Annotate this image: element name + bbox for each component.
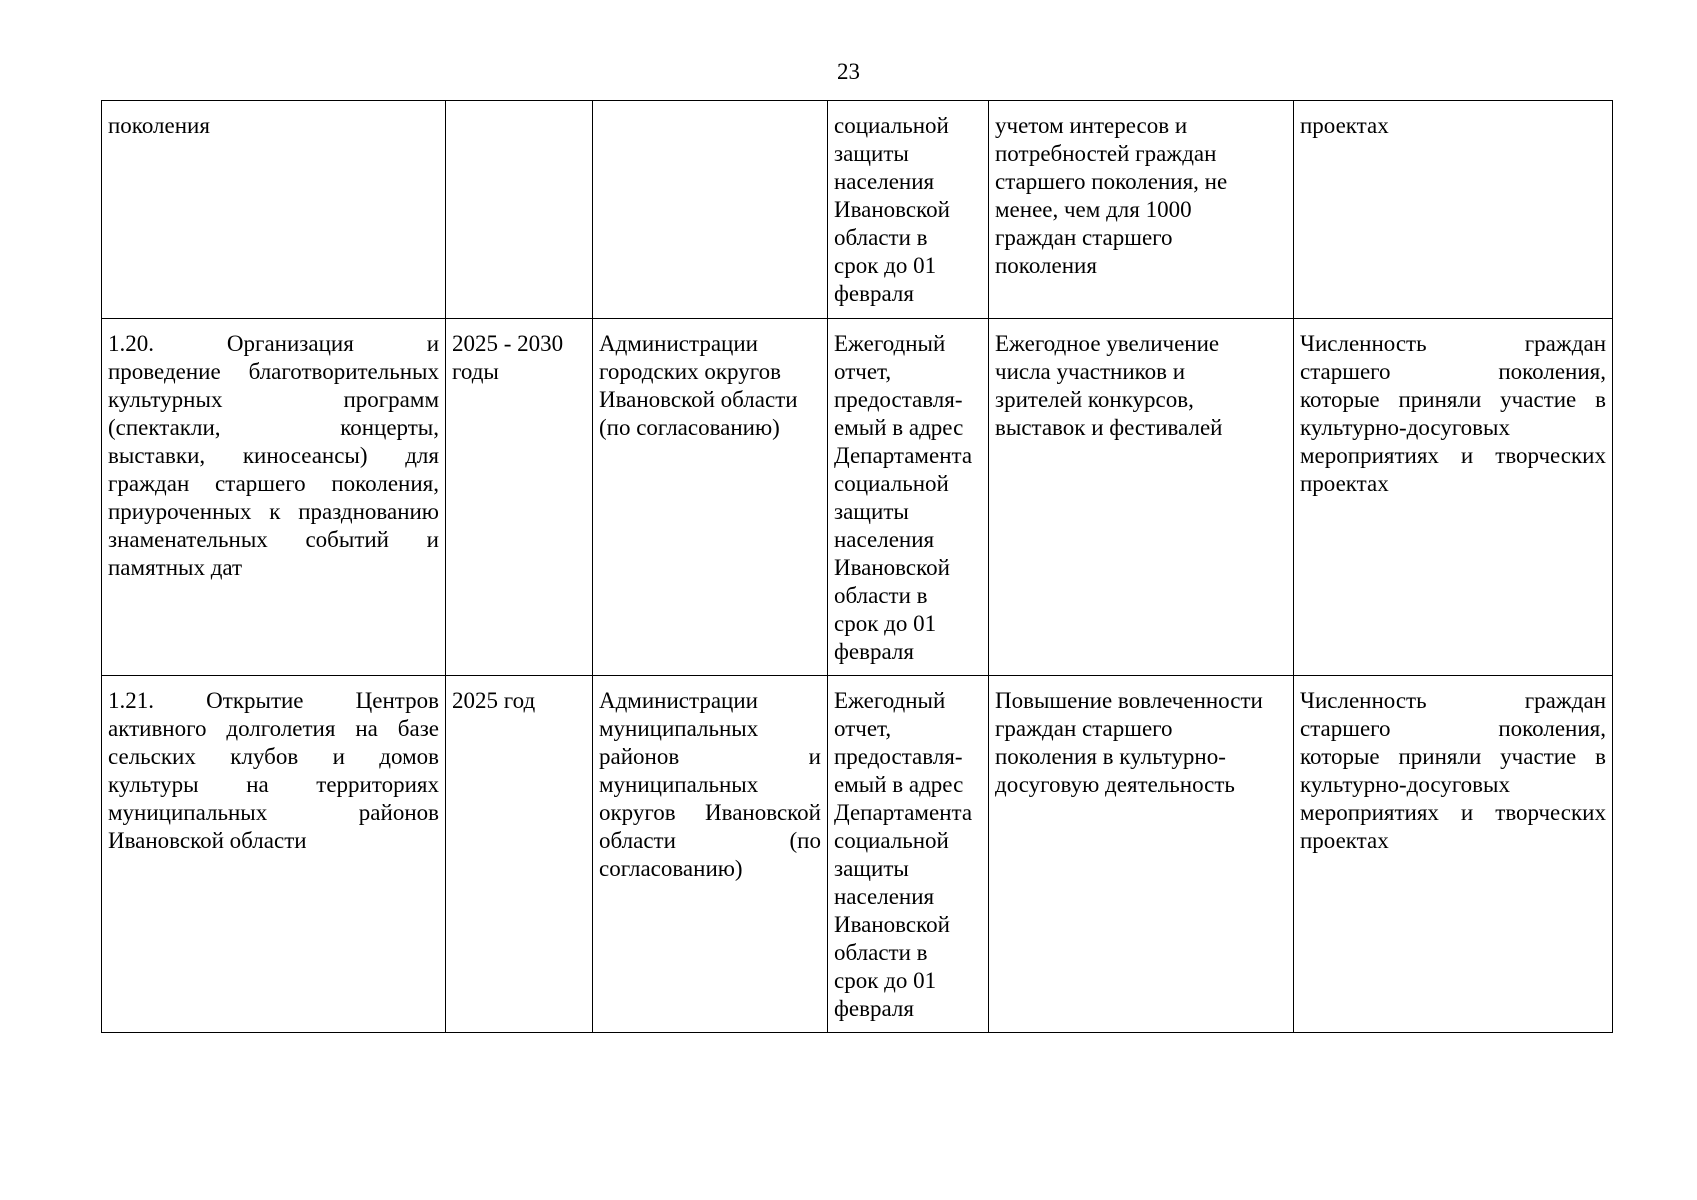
event-cell	[102, 676, 446, 1033]
table-row	[102, 319, 1613, 676]
cell-text-line: досуговую деятельность	[995, 772, 1235, 797]
cell-text-line: округов Ивановской	[599, 800, 821, 825]
cell-text-line: населения	[834, 527, 935, 552]
cell-text-line: культуры на территориях	[108, 772, 439, 797]
cell-text-line: области в	[834, 225, 928, 250]
cell-text-line: Администрации	[599, 688, 758, 713]
indicator-cell	[1294, 676, 1613, 1033]
executors-cell	[593, 676, 828, 1033]
event-cell	[102, 319, 446, 676]
cell-text-line: поколения в культурно-	[995, 744, 1226, 769]
control-form-cell	[828, 676, 989, 1033]
cell-text-line: мероприятиях и творческих	[1300, 443, 1606, 468]
page-number: 23	[837, 59, 860, 84]
cell-text-line: защиты	[834, 499, 909, 524]
cell-text-line: поколения	[995, 253, 1097, 278]
cell-text-line: старшего поколения, не	[995, 169, 1228, 194]
cell-text-line: Департамента	[834, 443, 973, 468]
cell-text-line: муниципальных	[599, 772, 759, 797]
cell-text-line: проведение благотворительных	[108, 359, 439, 384]
cell-text-line: Повышение вовлеченности	[995, 688, 1263, 713]
cell-text-line: культурно-досуговых	[1300, 772, 1510, 797]
cell-text-line: 2025 год	[452, 688, 536, 713]
cell-text-line: емый в адрес	[834, 415, 964, 440]
cell-text-line: 1.21. Открытие Центров	[108, 688, 439, 713]
cell-text-line: населения	[834, 884, 935, 909]
cell-text-line: знаменательных событий и	[108, 527, 439, 552]
executors-cell	[593, 319, 828, 676]
cell-text-line: проектах	[1300, 828, 1389, 853]
indicator-cell	[1294, 319, 1613, 676]
cell-text-line: муниципальных районов	[108, 800, 439, 825]
cell-text-line: мероприятиях и творческих	[1300, 800, 1606, 825]
table-body	[102, 101, 1613, 1033]
indicator-cell	[1294, 101, 1613, 319]
cell-text-line: Администрации	[599, 331, 758, 356]
cell-text-line: 2025 - 2030	[452, 331, 564, 356]
cell-text-line: защиты	[834, 856, 909, 881]
cell-text-line: активного долголетия на базе	[108, 716, 439, 741]
cell-text-line: которые приняли участие в	[1300, 387, 1606, 412]
cell-text-line: Ежегодный	[834, 331, 946, 356]
cell-text-line: февраля	[834, 639, 914, 664]
cell-text-line: Департамента	[834, 800, 973, 825]
cell-text-line: (по согласованию)	[599, 415, 780, 440]
cell-text-line: социальной	[834, 113, 949, 138]
cell-text-line: Ежегодное увеличение	[995, 331, 1220, 356]
activities-table	[101, 100, 1613, 1033]
cell-text-line: учетом интересов и	[995, 113, 1188, 138]
cell-text-line: социальной	[834, 471, 949, 496]
cell-text-line: защиты	[834, 141, 909, 166]
executors-cell	[593, 101, 828, 319]
cell-text-line: населения	[834, 169, 935, 194]
cell-text-line: приуроченных к празднованию	[108, 499, 439, 524]
cell-text-line: Ивановской	[834, 912, 950, 937]
cell-text-line: выставок и фестивалей	[995, 415, 1223, 440]
cell-text-line: выставки, киносеансы) для	[108, 443, 439, 468]
result-cell	[989, 101, 1294, 319]
cell-text-line: февраля	[834, 996, 914, 1021]
cell-text-line: срок до 01	[834, 611, 937, 636]
cell-text-line: проектах	[1300, 471, 1389, 496]
cell-text-line: зрителей конкурсов,	[995, 387, 1194, 412]
cell-text-line: срок до 01	[834, 253, 937, 278]
period-cell	[446, 101, 593, 319]
cell-text-line: области в	[834, 940, 928, 965]
cell-text-line: Численность граждан	[1300, 331, 1606, 356]
cell-text-line: 1.20. Организация и	[108, 331, 439, 356]
cell-text-line: старшего поколения,	[1300, 359, 1606, 384]
cell-text-line: Ивановской области	[108, 828, 307, 853]
cell-text-line: февраля	[834, 281, 914, 306]
event-cell	[102, 101, 446, 319]
control-form-cell	[828, 319, 989, 676]
cell-text-line: которые приняли участие в	[1300, 744, 1606, 769]
cell-text-line: области в	[834, 583, 928, 608]
cell-text-line: (спектакли, концерты,	[108, 415, 439, 440]
cell-text-line: предоставля-	[834, 387, 963, 412]
cell-text-line: отчет,	[834, 716, 892, 741]
cell-text-line: потребностей граждан	[995, 141, 1217, 166]
cell-text-line: срок до 01	[834, 968, 937, 993]
cell-text-line: Ивановской	[834, 197, 950, 222]
cell-text-line: городских округов	[599, 359, 781, 384]
result-cell	[989, 319, 1294, 676]
cell-text-line: районов и	[599, 744, 821, 769]
cell-text-line: поколения	[108, 113, 210, 138]
cell-text-line: предоставля-	[834, 744, 963, 769]
cell-text-line: менее, чем для 1000	[995, 197, 1192, 222]
cell-text-line: граждан старшего поколения,	[108, 471, 439, 496]
cell-text-line: области (по	[599, 828, 821, 853]
cell-text-line: числа участников и	[995, 359, 1186, 384]
table-row	[102, 676, 1613, 1033]
period-cell	[446, 319, 593, 676]
cell-text-line: годы	[452, 359, 499, 384]
cell-text-line: социальной	[834, 828, 949, 853]
cell-text-line: граждан старшего	[995, 716, 1173, 741]
control-form-cell	[828, 101, 989, 319]
cell-text-line: проектах	[1300, 113, 1389, 138]
cell-text-line: муниципальных	[599, 716, 759, 741]
cell-text-line: отчет,	[834, 359, 892, 384]
cell-text-line: памятных дат	[108, 555, 243, 580]
cell-text-line: емый в адрес	[834, 772, 964, 797]
period-cell	[446, 676, 593, 1033]
cell-text-line: Ежегодный	[834, 688, 946, 713]
cell-text-line: Ивановской	[834, 555, 950, 580]
result-cell	[989, 676, 1294, 1033]
cell-text-line: сельских клубов и домов	[108, 744, 439, 769]
table-row	[102, 101, 1613, 319]
cell-text-line: Численность граждан	[1300, 688, 1606, 713]
cell-text-line: Ивановской области	[599, 387, 798, 412]
cell-text-line: культурных программ	[108, 387, 439, 412]
cell-text-line: культурно-досуговых	[1300, 415, 1510, 440]
cell-text-line: согласованию)	[599, 856, 743, 881]
cell-text-line: старшего поколения,	[1300, 716, 1606, 741]
cell-text-line: граждан старшего	[995, 225, 1173, 250]
